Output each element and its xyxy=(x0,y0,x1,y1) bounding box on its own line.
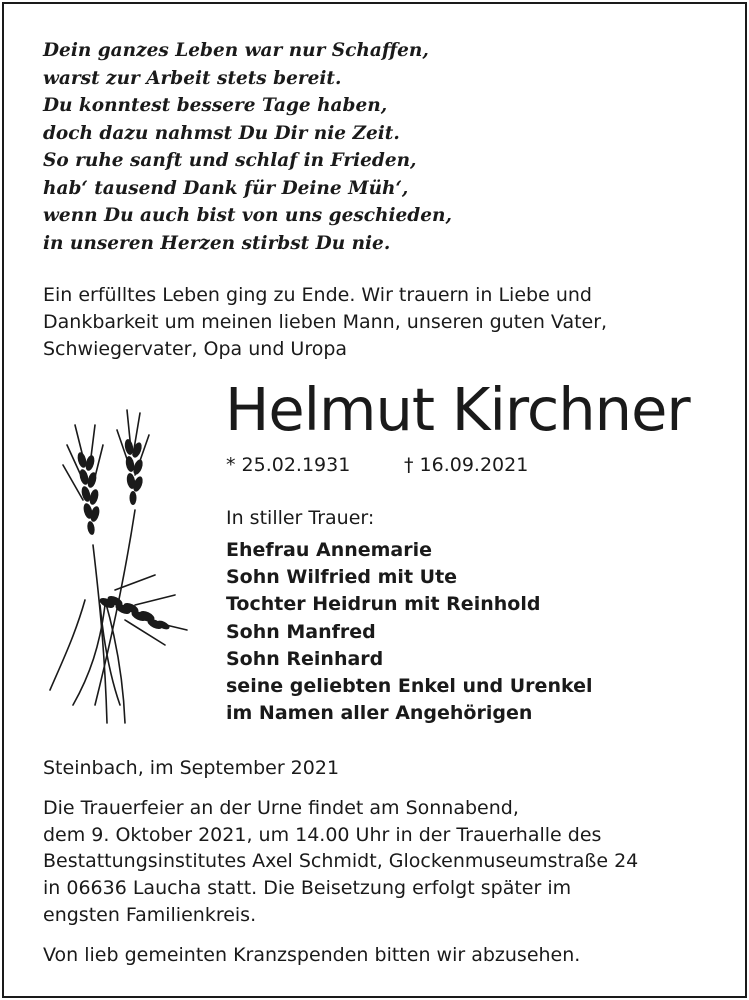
mourners-list xyxy=(226,537,593,727)
poem-line: So ruhe sanft und schlaf in Frieden, xyxy=(43,150,417,171)
intro-line: Schwiegervater, Opa und Uropa xyxy=(43,338,348,360)
ceremony-info xyxy=(43,795,638,929)
ceremony-line: engsten Familienkreis. xyxy=(43,903,257,926)
wreath-note: Von lieb gemeinten Kranzspenden bitten wir abzusehen. xyxy=(43,944,581,966)
poem-line: hab‘ tausend Dank für Deine Müh‘, xyxy=(43,177,409,199)
mourner-item: im Namen aller Angehörigen xyxy=(226,702,533,725)
intro-line: Ein erfülltes Leben ging zu Ende. Wir trauern in Liebe und xyxy=(43,284,592,306)
place-date: Steinbach, im September 2021 xyxy=(43,757,340,779)
life-dates xyxy=(226,452,528,478)
poem-line: Du konntest bessere Tage haben, xyxy=(43,95,388,116)
death-date: † 16.09.2021 xyxy=(404,454,529,476)
poem-line: warst zur Arbeit stets bereit. xyxy=(43,67,342,89)
wheat-ears-icon xyxy=(45,405,190,725)
poem-line: in unseren Herzen stirbst Du nie. xyxy=(43,232,391,254)
ceremony-line: Bestattungsinstitutes Axel Schmidt, Glockenmuseumstraße 24 xyxy=(43,850,639,873)
mourner-item: Sohn Reinhard xyxy=(226,647,384,670)
mourner-item: Tochter Heidrun mit Reinhold xyxy=(226,593,541,616)
intro-line: Dankbarkeit um meinen lieben Mann, unseren guten Vater, xyxy=(43,311,608,333)
poem xyxy=(43,37,452,257)
poem-line: doch dazu nahmst Du Dir nie Zeit. xyxy=(43,122,400,144)
ceremony-line: Die Trauerfeier an der Urne findet am Sonnabend, xyxy=(43,797,519,819)
mourner-item: seine geliebten Enkel und Urenkel xyxy=(226,675,593,698)
poem-line: wenn Du auch bist von uns geschieden, xyxy=(43,205,452,226)
birth-date: * 25.02.1931 xyxy=(226,454,351,476)
ceremony-line: dem 9. Oktober 2021, um 14.00 Uhr in der Trauerhalle des xyxy=(43,823,602,846)
deceased-name: Helmut Kirchner xyxy=(225,375,690,444)
mourner-item: Sohn Manfred xyxy=(226,620,376,643)
intro-text xyxy=(43,282,607,363)
mourning-heading: In stiller Trauer: xyxy=(226,507,375,529)
mourner-item: Ehefrau Annemarie xyxy=(226,539,433,561)
poem-line: Dein ganzes Leben war nur Schaffen, xyxy=(43,40,429,61)
ceremony-line: in 06636 Laucha statt. Die Beisetzung erfolgt später im xyxy=(43,877,572,900)
mourner-item: Sohn Wilfried mit Ute xyxy=(226,566,458,589)
